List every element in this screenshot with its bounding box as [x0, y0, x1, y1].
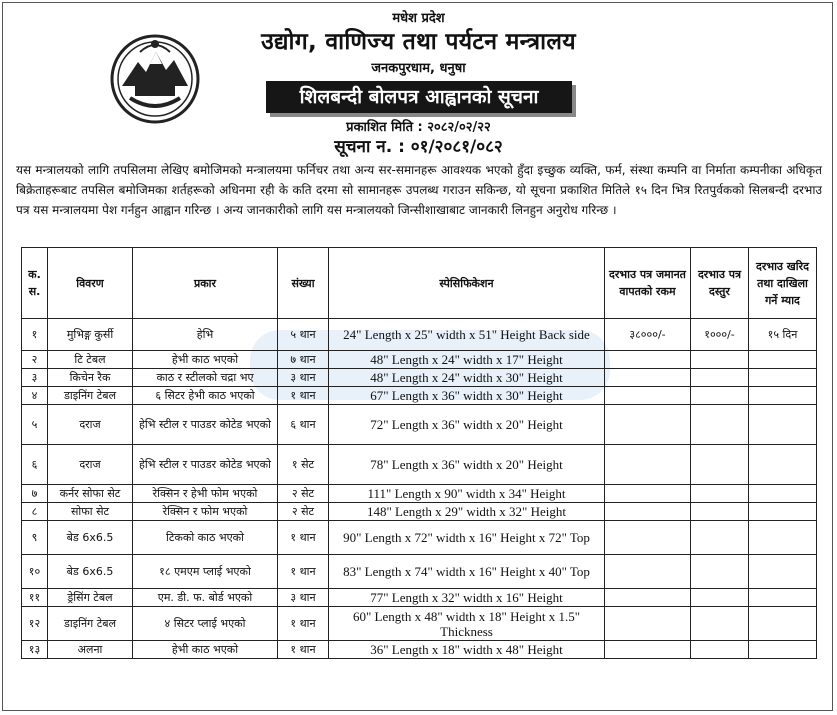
cell-bid-fee — [691, 369, 749, 387]
cell-description: अलना — [48, 641, 133, 659]
col-header-specification: स्पेसिफिकेशन — [329, 248, 605, 319]
cell-specification: 111" Length x 90" width x 34" Height — [329, 485, 605, 503]
cell-quantity: ३ थान — [278, 369, 329, 387]
cell-type: हेभि स्टील र पाउडर कोटेड भएको — [133, 405, 278, 445]
cell-sn: २ — [22, 351, 48, 369]
cell-sn: १० — [22, 555, 48, 589]
cell-specification: 72" Length x 36" width x 20" Height — [329, 405, 605, 445]
cell-deadline — [749, 485, 817, 503]
cell-deadline — [749, 369, 817, 387]
cell-bid-security: ३८०००/- — [605, 319, 691, 351]
cell-bid-security — [605, 641, 691, 659]
table-row — [22, 319, 817, 351]
cell-bid-security — [605, 387, 691, 405]
cell-deadline — [749, 503, 817, 521]
cell-bid-fee — [691, 445, 749, 485]
cell-deadline — [749, 641, 817, 659]
cell-description: टि टेबल — [48, 351, 133, 369]
cell-type: हेभि — [133, 319, 278, 351]
cell-specification: 48" Length x 24" width x 17" Height — [329, 351, 605, 369]
items-table — [21, 247, 817, 659]
cell-deadline: १५ दिन — [749, 319, 817, 351]
cell-sn: ३ — [22, 369, 48, 387]
cell-bid-security — [605, 555, 691, 589]
cell-deadline — [749, 589, 817, 607]
table-row — [22, 351, 817, 369]
cell-bid-security — [605, 589, 691, 607]
cell-bid-fee — [691, 485, 749, 503]
cell-sn: ६ — [22, 445, 48, 485]
cell-quantity: १ थान — [278, 521, 329, 555]
cell-specification: 60" Length x 48" width x 18" Height x 1.5" Thickness — [329, 607, 605, 641]
cell-description: डाइनिंग टेबल — [48, 607, 133, 641]
ministry-title: उद्योग, वाणिज्य तथा पर्यटन मन्त्रालय — [261, 29, 576, 55]
table-row — [22, 607, 817, 641]
cell-sn: ७ — [22, 485, 48, 503]
cell-bid-security — [605, 485, 691, 503]
cell-quantity: २ सेट — [278, 485, 329, 503]
table-row — [22, 445, 817, 485]
cell-type: रेक्सिन र हेभी फोम भएको — [133, 485, 278, 503]
cell-description: कर्नर सोफा सेट — [48, 485, 133, 503]
cell-sn: ८ — [22, 503, 48, 521]
cell-deadline — [749, 445, 817, 485]
table-row — [22, 387, 817, 405]
col-header-deadline: दरभाउ खरिद तथा दाखिला गर्ने म्याद — [749, 248, 817, 319]
cell-quantity: १ सेट — [278, 445, 329, 485]
cell-specification: 36" Length x 18" width x 48" Height — [329, 641, 605, 659]
cell-specification: 48" Length x 24" width x 30" Height — [329, 369, 605, 387]
table-header-row — [22, 248, 817, 319]
cell-specification: 78" Length x 36" width x 20" Height — [329, 445, 605, 485]
col-header-bid-fee: दरभाउ पत्र दस्तुर — [691, 248, 749, 319]
cell-sn: १ — [22, 319, 48, 351]
table-row — [22, 521, 817, 555]
cell-description: दराज — [48, 405, 133, 445]
cell-quantity: १ थान — [278, 555, 329, 589]
cell-description: बेड 6x6.5 — [48, 521, 133, 555]
table-row — [22, 485, 817, 503]
cell-bid-fee: १०००/- — [691, 319, 749, 351]
cell-sn: ११ — [22, 589, 48, 607]
cell-sn: १२ — [22, 607, 48, 641]
cell-specification: 67" Length x 36" width x 30" Height — [329, 387, 605, 405]
cell-deadline — [749, 387, 817, 405]
cell-quantity: १ थान — [278, 607, 329, 641]
col-header-bid-security: दरभाउ पत्र जमानत वापतको रकम — [605, 248, 691, 319]
cell-type: हेभि स्टील र पाउडर कोटेड भएको — [133, 445, 278, 485]
notice-number: सूचना न. : ०१/२०८१/०८२ — [334, 137, 503, 157]
cell-bid-security — [605, 445, 691, 485]
cell-description: बेड 6x6.5 — [48, 555, 133, 589]
cell-bid-fee — [691, 503, 749, 521]
cell-bid-fee — [691, 555, 749, 589]
col-header-type: प्रकार — [133, 248, 278, 319]
cell-description: ड्रेसिंग टेबल — [48, 589, 133, 607]
cell-bid-fee — [691, 351, 749, 369]
notice-banner: शिलबन्दी बोलपत्र आह्वानको सूचना — [266, 81, 572, 113]
cell-description: दराज — [48, 445, 133, 485]
cell-description: सोफा सेट — [48, 503, 133, 521]
cell-quantity: २ सेट — [278, 503, 329, 521]
cell-description: मुभिङ्ग कुर्सी — [48, 319, 133, 351]
cell-specification: 83" Length x 74" width x 16" Height x 40" Top — [329, 555, 605, 589]
cell-sn: ४ — [22, 387, 48, 405]
cell-specification: 24" Length x 25" width x 51" Height Back side — [329, 319, 605, 351]
cell-deadline — [749, 607, 817, 641]
table-row — [22, 369, 817, 387]
cell-quantity: ५ थान — [278, 319, 329, 351]
cell-deadline — [749, 351, 817, 369]
table-row — [22, 503, 817, 521]
col-header-description: विवरण — [48, 248, 133, 319]
cell-bid-security — [605, 369, 691, 387]
cell-type: १८ एमएम प्लाई भएको — [133, 555, 278, 589]
cell-deadline — [749, 521, 817, 555]
table-row — [22, 589, 817, 607]
cell-quantity: ३ थान — [278, 589, 329, 607]
cell-sn: ९ — [22, 521, 48, 555]
table-row — [22, 555, 817, 589]
cell-type: एम. डी. फ. बोर्ड भएको — [133, 589, 278, 607]
office-location: जनकपुरधाम, धनुषा — [371, 61, 466, 76]
cell-bid-fee — [691, 641, 749, 659]
col-header-quantity: संख्या — [278, 248, 329, 319]
cell-quantity: ७ थान — [278, 351, 329, 369]
cell-bid-fee — [691, 589, 749, 607]
cell-bid-security — [605, 503, 691, 521]
cell-sn: ५ — [22, 405, 48, 445]
notice-body-text: यस मन्त्रालयको लागि तपसिलमा लेखिए बमोजिमको मन्त्रालयमा फर्निचर तथा अन्य सर-समानहरू आवश्यक भएको हुँदा इच्छुक व्यक्ति, फर्म, संस्था कम्पनि वा निर्माता कम्पनीका अधिकृत बिक्रेताहरूबाट तपसिल बमोजिमका शर्तहरूको अधिनमा रही के कति दरमा सो सामानहरू उपलब्ध गराउन सकिन्छ, यो सूचना प्रकाशित मितिले १५ दिन भित्र रितपुर्वकको सिलबन्दी दरभाउ पत्र यस मन्त्रालयमा पेश गर्नहुन आह्वान गरिन्छ । अन्य जानकारीको लागि यस मन्त्रालयको जिन्सीशाखाबाट जानकारी लिनहुन अनुरोध गरिन्छ । — [16, 163, 822, 217]
cell-type: हेभी काठ भएको — [133, 351, 278, 369]
cell-bid-security — [605, 351, 691, 369]
cell-type: ६ सिटर हेभी काठ भएको — [133, 387, 278, 405]
cell-type: टिकको काठ भएको — [133, 521, 278, 555]
cell-bid-security — [605, 521, 691, 555]
cell-bid-security — [605, 405, 691, 445]
cell-bid-fee — [691, 607, 749, 641]
cell-bid-fee — [691, 405, 749, 445]
cell-quantity: ६ थान — [278, 405, 329, 445]
cell-description: डाइनिंग टेबल — [48, 387, 133, 405]
table-row — [22, 405, 817, 445]
table-row — [22, 641, 817, 659]
province-name: मधेश प्रदेश — [392, 11, 445, 26]
cell-specification: 77" Length x 32" width x 16" Height — [329, 589, 605, 607]
cell-deadline — [749, 555, 817, 589]
cell-quantity: १ थान — [278, 387, 329, 405]
cell-specification: 90" Length x 72" width x 16" Height x 72" Top — [329, 521, 605, 555]
cell-bid-fee — [691, 387, 749, 405]
cell-sn: १३ — [22, 641, 48, 659]
cell-type: हेभी काठ भएको — [133, 641, 278, 659]
cell-bid-security — [605, 607, 691, 641]
cell-bid-fee — [691, 521, 749, 555]
cell-specification: 148" Length x 29" width x 32" Height — [329, 503, 605, 521]
cell-type: काठ र स्टीलको चद्रा भए — [133, 369, 278, 387]
cell-type: ४ सिटर प्लाई भएको — [133, 607, 278, 641]
published-date: प्रकाशित मिति : २०८२/०२/२२ — [346, 120, 491, 135]
cell-deadline — [749, 405, 817, 445]
cell-description: किचेन रैक — [48, 369, 133, 387]
col-header-sn: क. स. — [22, 248, 48, 319]
cell-quantity: १ थान — [278, 641, 329, 659]
cell-type: रेक्सिन र फोम भएको — [133, 503, 278, 521]
